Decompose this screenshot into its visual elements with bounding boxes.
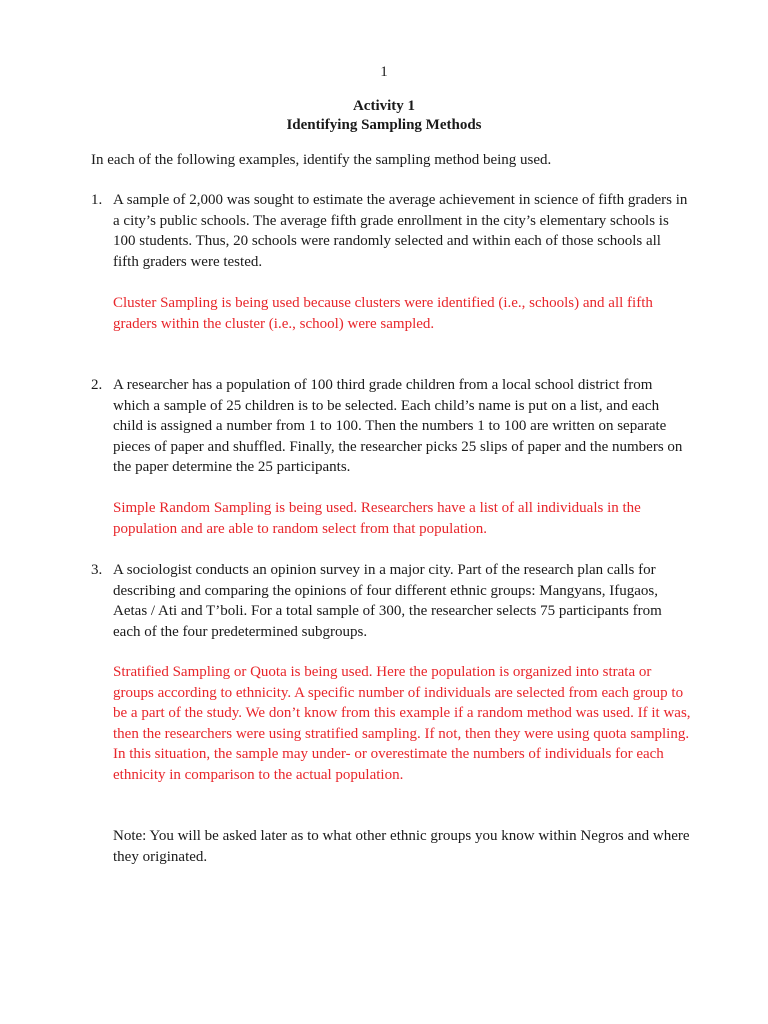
question-number: 3. xyxy=(91,562,103,578)
intro-paragraph: In each of the following examples, identify the sampling method being used. xyxy=(91,152,552,168)
question-number: 1. xyxy=(91,192,103,208)
question-item-3 xyxy=(91,560,691,642)
question-item-1 xyxy=(91,190,691,272)
answer-text-3: Stratified Sampling or Quota is being used. Here the population is organized into strata or groups according to ethnicity. A specific number of individuals are selected from each group to be a part of the study. We don’t know from this example if a random method was used. If it was, then the researchers were using stratified sampling. If not, then they were using quota sampling. In this situation, the sample may under- or overestimate the numbers of individuals for each ethnicity in comparison to the actual population. xyxy=(113,664,691,783)
document-title: Activity 1 xyxy=(352,98,416,114)
title-block xyxy=(0,97,768,135)
question-text: A researcher has a population of 100 third grade children from a local school district from which a sample of 25 children is to be selected. Each child’s name is put on a list, and each child is assigned a number from 1 to 100. Then the numbers 1 to 100 are written on separate pieces of paper and shuffled. Finally, the researcher picks 25 slips of paper and the numbers on the paper determine the 25 participants. xyxy=(113,377,683,476)
page-number: 1 xyxy=(380,64,388,80)
question-text: A sample of 2,000 was sought to estimate the average achievement in science of fifth graders in a city’s public schools. The average fifth grade enrollment in the city’s elementary schools is 100 students. Thus, 20 schools were randomly selected and within each of those schools all fifth graders were tested. xyxy=(113,192,688,270)
answer-text-2: Simple Random Sampling is being used. Researchers have a list of all individuals in the population and are able to random select from that population. xyxy=(113,500,641,537)
answer-text-1: Cluster Sampling is being used because clusters were identified (i.e., schools) and all fifth graders within the cluster (i.e., school) were sampled. xyxy=(113,295,653,332)
note-paragraph: Note: You will be asked later as to what other ethnic groups you know within Negros and where they originated. xyxy=(113,828,690,865)
question-text: A sociologist conducts an opinion survey in a major city. Part of the research plan calls for describing and comparing the opinions of four different ethnic groups: Mangyans, Ifugaos, Aetas / Ati and T’boli. For a total sample of 300, the researcher selects 75 participants from each of the four predetermined subgroups. xyxy=(113,562,662,640)
question-item-2 xyxy=(91,375,691,478)
document-subtitle: Identifying Sampling Methods xyxy=(286,117,482,133)
question-number: 2. xyxy=(91,377,103,393)
